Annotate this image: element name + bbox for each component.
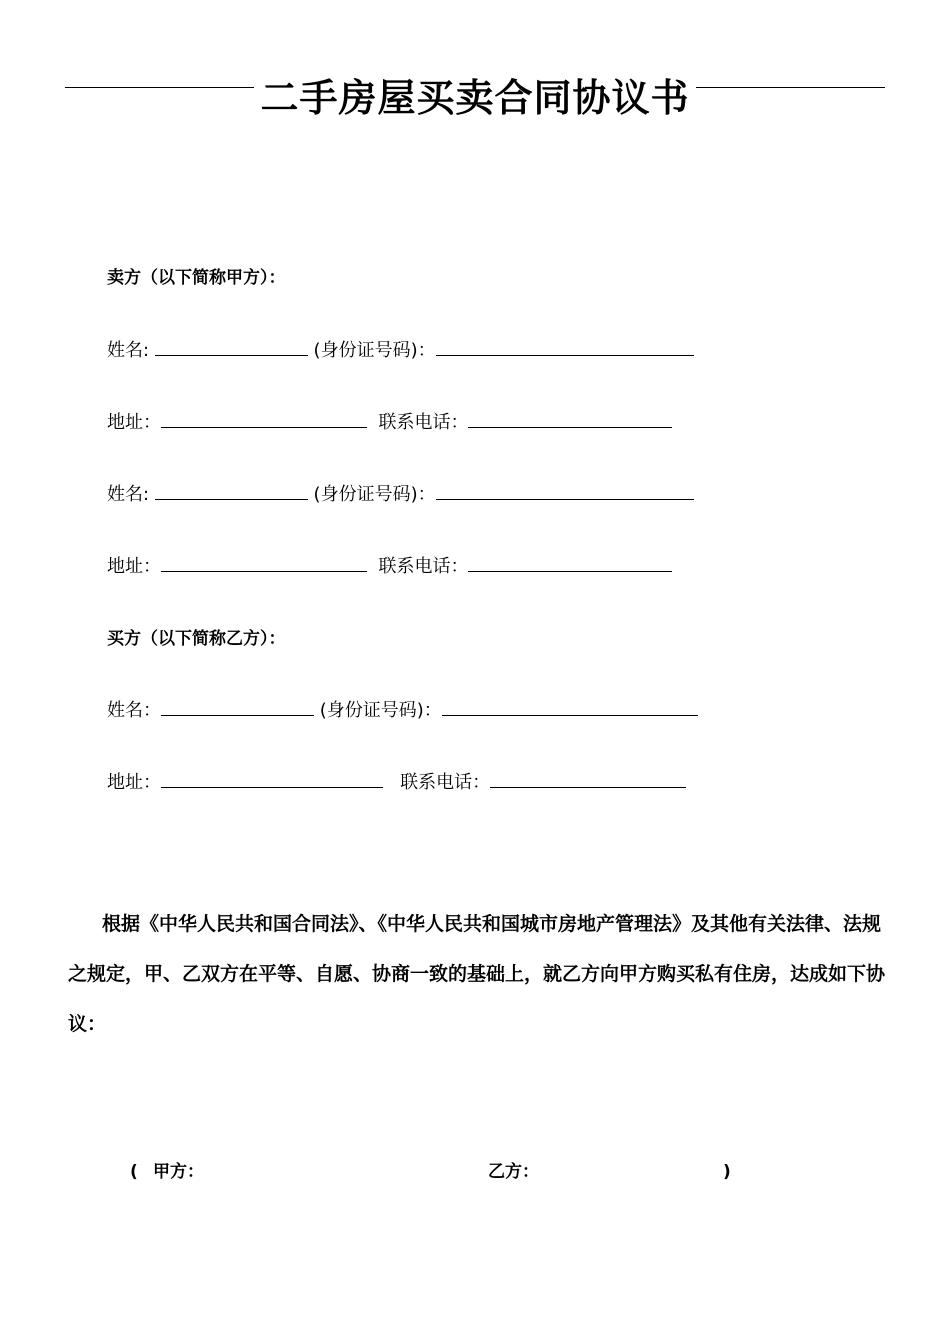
page-title (0, 72, 950, 124)
id-field[interactable] (436, 339, 694, 356)
name-field[interactable] (155, 483, 308, 500)
name-field[interactable] (155, 339, 308, 356)
name-label: 姓名： (107, 700, 161, 721)
phone-field[interactable] (490, 771, 686, 788)
id-label: (身份证号码)： (313, 484, 436, 505)
address-label: 地址： (107, 556, 161, 577)
seller-name-row-1 (107, 339, 694, 363)
preamble-text: 根据《中华人民共和国合同法》、《中华人民共和国城市房地产管理法》及其他有关法律、法规之规定，甲、乙双方在平等、自愿、协商一致的基础上，就乙方向甲方购买私有住房，达成如下协议： (68, 913, 886, 1035)
id-label: (身份证号码)： (319, 700, 442, 721)
buyer-address-row (107, 771, 686, 795)
phone-field[interactable] (468, 411, 672, 428)
sig-open-paren: ( (130, 1162, 138, 1182)
name-label: 姓名: (107, 340, 150, 361)
address-field[interactable] (161, 555, 367, 572)
title-text: 二手房屋买卖合同协议书 (254, 76, 695, 120)
seller-heading: 卖方（以下简称甲方）： (107, 268, 286, 288)
seller-name-row-2 (107, 483, 694, 507)
phone-label: 联系电话： (378, 412, 469, 433)
address-field[interactable] (161, 771, 383, 788)
id-field[interactable] (442, 699, 698, 716)
seller-address-row-2 (107, 555, 672, 579)
seller-address-row-1 (107, 411, 672, 435)
sig-close-paren: ) (723, 1162, 731, 1182)
id-field[interactable] (436, 483, 694, 500)
preamble-paragraph (68, 899, 888, 1049)
address-label: 地址： (107, 772, 161, 793)
id-label: (身份证号码)： (313, 340, 436, 361)
buyer-name-row (107, 699, 698, 723)
name-field[interactable] (161, 699, 314, 716)
phone-field[interactable] (468, 555, 672, 572)
address-label: 地址： (107, 412, 161, 433)
name-label: 姓名: (107, 484, 150, 505)
phone-label: 联系电话： (378, 556, 469, 577)
phone-label: 联系电话： (400, 772, 491, 793)
sig-party-b: 乙方： (488, 1162, 539, 1182)
sig-party-a: 甲方： (153, 1162, 204, 1182)
buyer-heading: 买方（以下简称乙方）： (107, 629, 286, 649)
address-field[interactable] (161, 411, 367, 428)
